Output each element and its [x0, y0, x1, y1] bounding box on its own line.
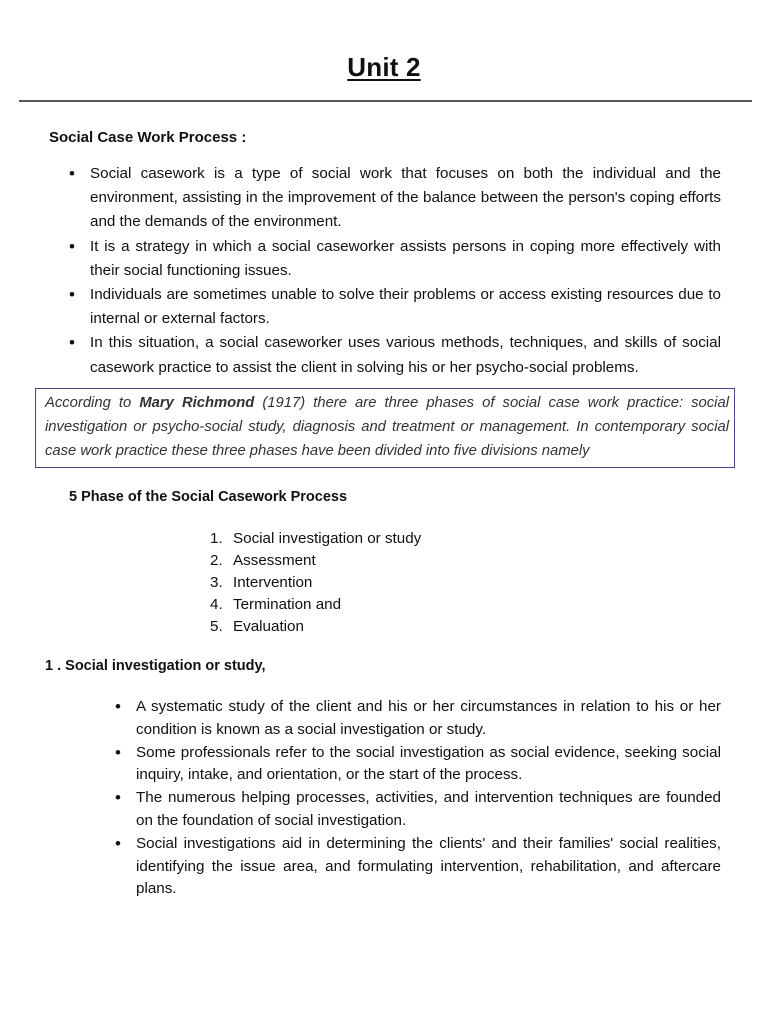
quote-text-after: (1917) there are three phases of social case work practice: social investigation or psycho-social study, diagnosis and treatment or management. In contemporary social case work practice these three phases have been divided into five divisions namely	[45, 395, 729, 459]
list-item-label: Evaluation	[233, 618, 304, 635]
title-divider	[19, 100, 752, 102]
investigation-heading: 1 . Social investigation or study,	[45, 658, 266, 674]
list-item: • Some professionals refer to the social investigation as social evidence, seeking social inquiry, intake, and orientation, or the start of the process.	[136, 742, 721, 788]
list-item: • It is a strategy in which a social caseworker assists persons in coping more effectively with their social functioning issues.	[90, 235, 721, 283]
phases-list	[210, 528, 422, 638]
list-number: 5.	[210, 618, 223, 635]
list-number: 1.	[210, 530, 223, 547]
list-item-label: Intervention	[233, 574, 313, 591]
list-item: • Individuals are sometimes unable to solve their problems or access existing resources due to internal or external factors.	[90, 283, 721, 331]
list-number: 4.	[210, 596, 223, 613]
list-item: • A systematic study of the client and his or her circumstances in relation to his or her condition is known as a social investigation or study.	[136, 696, 721, 742]
quote-text-before: According to	[45, 395, 140, 411]
list-item	[210, 594, 421, 616]
list-item-label: Assessment	[233, 552, 316, 569]
page-title: Unit 2	[347, 52, 421, 82]
list-item: • Social investigations aid in determining the clients' and their families' social realities, identifying the issue area, and formulating intervention, rehabilitation, and aftercare plans.	[136, 833, 721, 901]
list-item	[210, 572, 421, 594]
list-item: • The numerous helping processes, activities, and intervention techniques are founded on the foundation of social investigation.	[136, 787, 721, 833]
quote-box	[35, 388, 735, 468]
list-item-label: Social investigation or study	[233, 530, 422, 547]
list-item	[210, 616, 421, 638]
list-item-label: Termination and	[233, 596, 342, 613]
list-item	[210, 528, 422, 550]
list-item: • Social casework is a type of social work that focuses on both the individual and the environment, assisting in the improvement of the balance between the person's coping efforts and the demands of the environment.	[90, 162, 721, 235]
section-heading: Social Case Work Process :	[49, 129, 247, 146]
quote-author: Mary Richmond	[139, 395, 255, 411]
list-item: • In this situation, a social caseworker uses various methods, techniques, and skills of social casework practice to assist the client in solving his or her psycho-social problems.	[90, 331, 721, 379]
phases-heading: 5 Phase of the Social Casework Process	[69, 489, 348, 505]
list-number: 2.	[210, 552, 223, 569]
investigation-bullet-list	[136, 696, 721, 901]
list-number: 3.	[210, 574, 223, 591]
intro-bullet-list	[90, 162, 721, 380]
list-item	[210, 550, 421, 572]
